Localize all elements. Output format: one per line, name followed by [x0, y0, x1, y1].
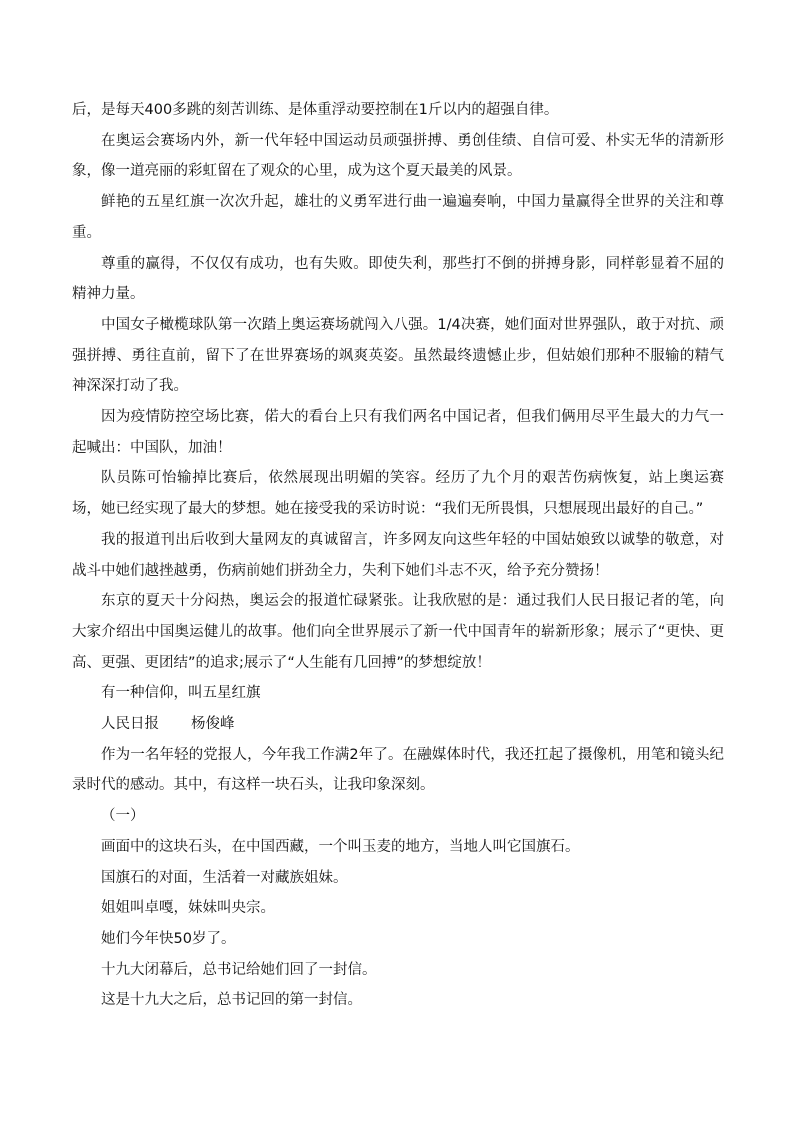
paragraph: 这是十九大之后，总书记回的第一封信。 — [101, 992, 362, 1009]
paragraph: 我的报道刊出后收到大量网友的真诚留言，许多网友向这些年轻的中国姑娘致以诚挚的敬意，对战斗中她们越挫越勇，伤病前她们拼劲全力，失利下她们斗志不灭，给予充分赞扬！ — [72, 531, 724, 579]
byline-outlet: 人民日报 — [101, 716, 159, 733]
paragraph: 因为疫情防控空场比赛，偌大的看台上只有我们两名中国记者，但我们俩用尽平生最大的力气一起喊出：中国队，加油！ — [72, 409, 724, 456]
paragraph: 她们今年快50岁了。 — [101, 930, 236, 947]
paragraph: 后，是每天400多跳的刻苦训练、是体重浮动要控制在1斤以内的超强自律。 — [72, 102, 559, 118]
paragraph: 姐姐叫卓嘎，妹妹叫央宗。 — [101, 900, 275, 917]
paragraph: 尊重的赢得，不仅仅有成功，也有失败。即使失利，那些打不倒的拼搏身影，同样彰显着不屈的精神力量。 — [72, 255, 724, 303]
paragraph: 在奥运会赛场内外，新一代年轻中国运动员顽强拼搏、勇创佳绩、自信可爱、朴实无华的清新形象，像一道亮丽的彩虹留在了观众的心里，成为这个夏天最美的风景。 — [72, 132, 724, 180]
byline-author: 杨俊峰 — [191, 716, 235, 733]
paragraph: 画面中的这块石头，在中国西藏，一个叫玉麦的地方，当地人叫它国旗石。 — [101, 838, 580, 855]
document-body — [72, 95, 724, 1016]
paragraph: 作为一名年轻的党报人，今年我工作满2年了。在融媒体时代，我还扛起了摄像机，用笔和镜头纪录时代的感动。其中，有这样一块石头，让我印象深刻。 — [72, 746, 724, 794]
section-number: （一） — [101, 808, 145, 825]
paragraph: 国旗石的对面，生活着一对藏族姐妹。 — [101, 869, 348, 886]
paragraph: 十九大闭幕后，总书记给她们回了一封信。 — [101, 961, 377, 978]
paragraph: 东京的夏天十分闷热，奥运会的报道忙碌紧张。让我欣慰的是：通过我们人民日报记者的笔，向大家介绍出中国奥运健儿的故事。他们向全世界展示了新一代中国青年的崭新形象；展示了“更快、更高、更强、更团结”的追求;展示了“人生能有几回搏”的梦想绽放！ — [72, 593, 724, 671]
section-title: 有一种信仰，叫五星红旗 — [101, 685, 261, 702]
byline — [72, 709, 724, 740]
paragraph: 中国女子橄榄球队第一次踏上奥运赛场就闯入八强。1/4决赛，她们面对世界强队，敢于对抗、顽强拼搏、勇往直前，留下了在世界赛场的飒爽英姿。虽然最终遗憾止步，但姑娘们那种不服输的精气神深深打动了我。 — [72, 316, 724, 395]
paragraph: 鲜艳的五星红旗一次次升起，雄壮的义勇军进行曲一遍遍奏响，中国力量赢得全世界的关注和尊重。 — [72, 194, 724, 241]
paragraph: 队员陈可怡输掉比赛后，依然展现出明媚的笑容。经历了九个月的艰苦伤病恢复，站上奥运赛场，她已经实现了最大的梦想。她在接受我的采访时说：“我们无所畏惧，只想展现出最好的自己。” — [72, 470, 724, 518]
